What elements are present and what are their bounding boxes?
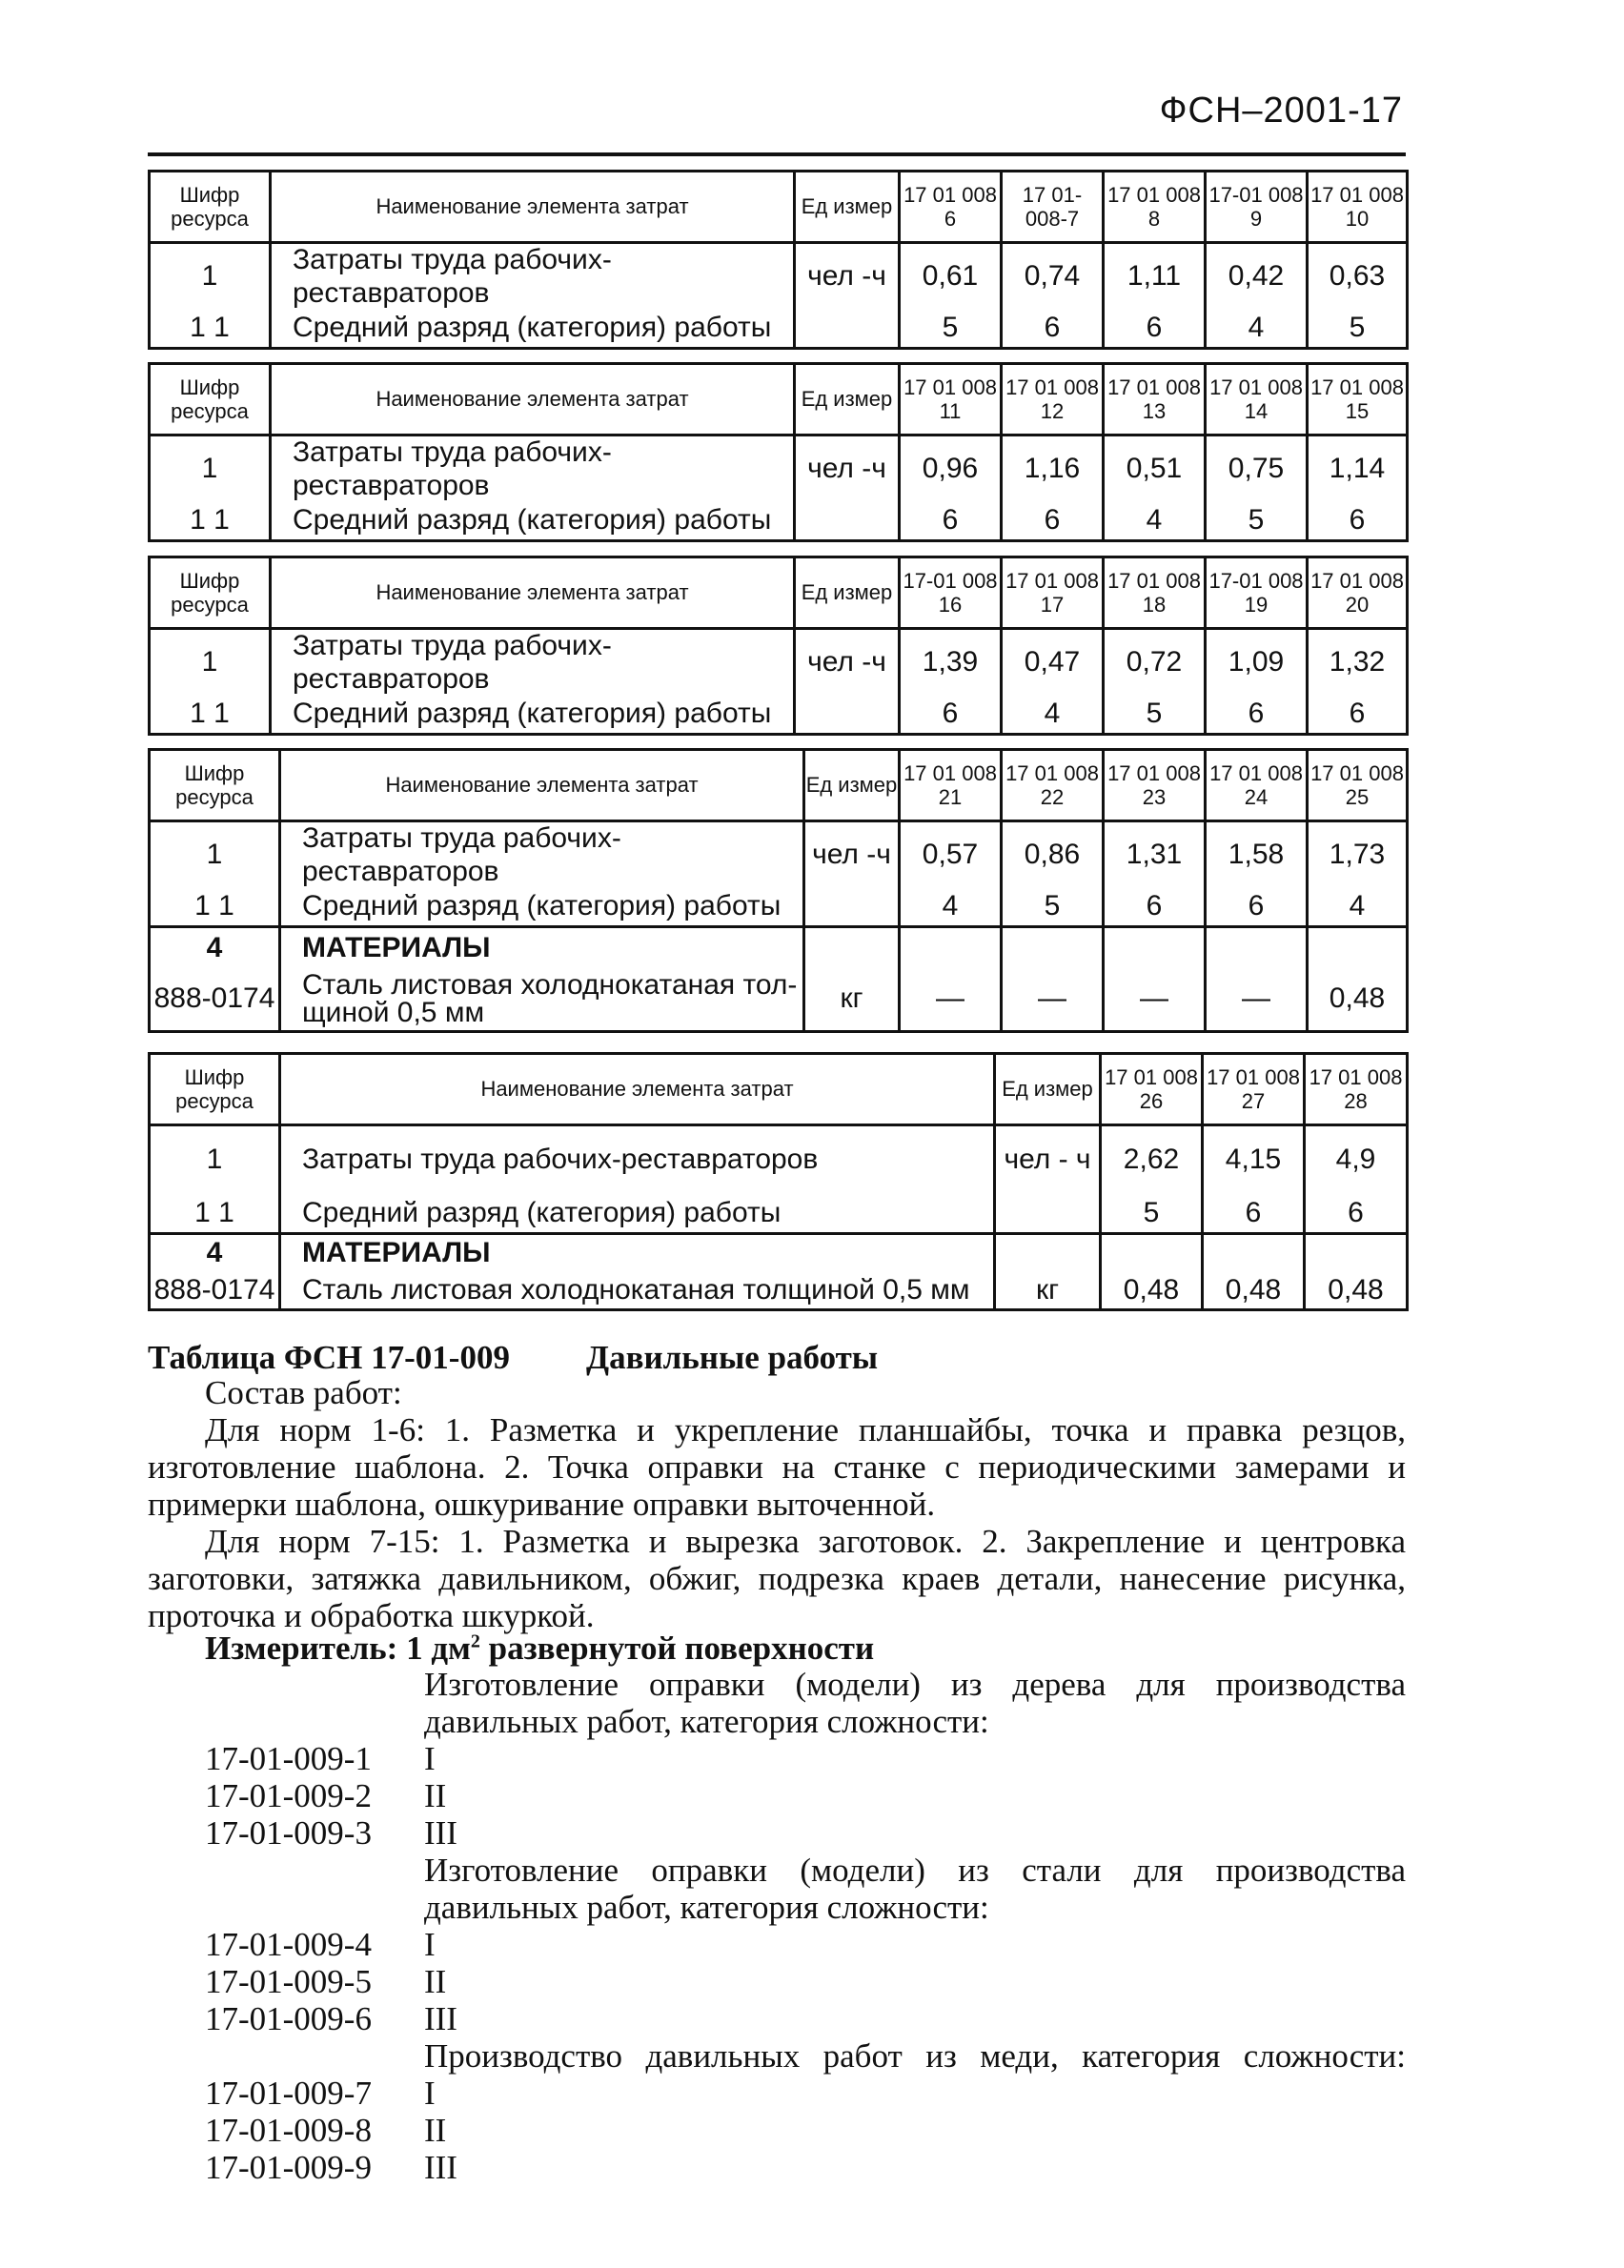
materials-code: 4 bbox=[150, 1234, 280, 1272]
measure-suffix: развернутой поверхности bbox=[479, 1630, 875, 1667]
norm-code: 17-01-009-4 bbox=[205, 1926, 372, 1963]
grade-value: 5 bbox=[1002, 888, 1104, 926]
grade-value: 6 bbox=[1206, 696, 1308, 734]
cost-table-2 bbox=[148, 362, 1409, 542]
column-header: 17 01 008 24 bbox=[1206, 750, 1308, 821]
composition-paragraph-1: Для норм 1-6: 1. Разметка и укрепление планшайбы, точка и правка резцов, изготовление шаблона. 2. Точка оправки на станке с периодическими замерами и примерки шаблона, ошкуривание оправки выточенной. bbox=[148, 1411, 1406, 1523]
header-resource-code: Шифр ресурса bbox=[150, 1054, 280, 1125]
labor-value: 4,9 bbox=[1305, 1125, 1408, 1194]
column-header: 17 01 008 27 bbox=[1203, 1054, 1305, 1125]
labor-value: 1,39 bbox=[900, 629, 1002, 697]
materials-code: 4 bbox=[150, 926, 280, 968]
materials-cell bbox=[1308, 926, 1408, 968]
labor-code: 1 bbox=[150, 243, 271, 311]
grade-value: 6 bbox=[1002, 310, 1104, 348]
steel-value: — bbox=[1206, 968, 1308, 1031]
grade-value: 6 bbox=[1308, 502, 1408, 540]
header-cost-element: Наименование элемента затрат bbox=[271, 172, 795, 243]
norm-category: II bbox=[424, 2112, 447, 2149]
measure-unit bbox=[205, 1630, 874, 1668]
grade-value: 6 bbox=[1305, 1194, 1408, 1234]
labor-value: 2,62 bbox=[1101, 1125, 1203, 1194]
column-header: 17 01 008 25 bbox=[1308, 750, 1408, 821]
labor-value: 1,11 bbox=[1104, 243, 1206, 311]
norm-item bbox=[205, 1814, 457, 1852]
steel-unit: кг bbox=[804, 968, 900, 1031]
steel-name: Сталь листовая холоднокатаная тол-щиной 0,5 мм bbox=[280, 968, 804, 1031]
column-header: 17 01 008 20 bbox=[1308, 557, 1408, 629]
column-header: 17 01 008 15 bbox=[1308, 364, 1408, 435]
header-unit: Ед измер bbox=[804, 750, 900, 821]
materials-cell bbox=[1104, 926, 1206, 968]
cost-table-1 bbox=[148, 170, 1409, 350]
section-title-code: Таблица ФСН 17-01-009 bbox=[148, 1339, 510, 1376]
header-cost-element: Наименование элемента затрат bbox=[280, 750, 804, 821]
norm-code: 17-01-009-3 bbox=[205, 1814, 372, 1852]
grade-value: 6 bbox=[1206, 888, 1308, 926]
grade-name: Средний разряд (категория) работы bbox=[271, 696, 795, 734]
grade-value: 4 bbox=[1002, 696, 1104, 734]
labor-value: 1,09 bbox=[1206, 629, 1308, 697]
cost-table-4 bbox=[148, 748, 1409, 1033]
group-heading-1 bbox=[424, 1666, 1406, 1740]
grade-name: Средний разряд (категория) работы bbox=[280, 888, 804, 926]
grade-value: 6 bbox=[1104, 888, 1206, 926]
column-header: 17 01 008 18 bbox=[1104, 557, 1206, 629]
steel-code: 888-0174 bbox=[150, 968, 280, 1031]
column-header: 17 01 008 8 bbox=[1104, 172, 1206, 243]
grade-unit bbox=[995, 1194, 1101, 1234]
norm-category: III bbox=[424, 2000, 457, 2037]
labor-value: 0,47 bbox=[1002, 629, 1104, 697]
steel-value: 0,48 bbox=[1308, 968, 1408, 1031]
labor-value: 1,58 bbox=[1206, 821, 1308, 889]
norm-category: I bbox=[424, 1740, 436, 1777]
norm-category: II bbox=[424, 1963, 447, 2000]
labor-value: 0,72 bbox=[1104, 629, 1206, 697]
labor-unit: чел -ч bbox=[804, 821, 900, 889]
norm-item bbox=[205, 2000, 457, 2037]
column-header: 17 01 008 11 bbox=[900, 364, 1002, 435]
grade-value: 4 bbox=[1308, 888, 1408, 926]
composition-label: Состав работ: bbox=[205, 1374, 402, 1411]
column-header: 17 01 008 12 bbox=[1002, 364, 1104, 435]
group-heading-2-line-2: давильных работ, категория сложности: bbox=[424, 1889, 989, 1926]
grade-value: 6 bbox=[1002, 502, 1104, 540]
materials-cell bbox=[1203, 1234, 1305, 1272]
grade-unit bbox=[795, 310, 900, 348]
group-heading-1-line-1: Изготовление оправки (модели) из дерева для производства bbox=[424, 1666, 1406, 1703]
norm-item bbox=[205, 1963, 447, 2000]
steel-value: 0,48 bbox=[1203, 1272, 1305, 1310]
column-header: 17 01- 008-7 bbox=[1002, 172, 1104, 243]
grade-code: 1 1 bbox=[150, 310, 271, 348]
group-heading-3 bbox=[424, 2037, 1406, 2075]
cost-table-5 bbox=[148, 1052, 1409, 1311]
steel-value: — bbox=[1104, 968, 1206, 1031]
steel-value: — bbox=[900, 968, 1002, 1031]
grade-name: Средний разряд (категория) работы bbox=[271, 502, 795, 540]
grade-value: 5 bbox=[1101, 1194, 1203, 1234]
norm-code: 17-01-009-9 bbox=[205, 2149, 372, 2186]
header-cost-element: Наименование элемента затрат bbox=[271, 557, 795, 629]
grade-value: 6 bbox=[1203, 1194, 1305, 1234]
materials-cell bbox=[1101, 1234, 1203, 1272]
header-cost-element: Наименование элемента затрат bbox=[271, 364, 795, 435]
labor-value: 0,86 bbox=[1002, 821, 1104, 889]
materials-cell bbox=[1002, 926, 1104, 968]
materials-name: МАТЕРИАЛЫ bbox=[280, 926, 804, 968]
norm-code: 17-01-009-5 bbox=[205, 1963, 372, 2000]
materials-unit bbox=[804, 926, 900, 968]
grade-value: 6 bbox=[900, 502, 1002, 540]
labor-value: 0,75 bbox=[1206, 435, 1308, 503]
column-header: 17 01 008 13 bbox=[1104, 364, 1206, 435]
section-body bbox=[148, 1374, 1406, 1634]
grade-value: 4 bbox=[1104, 502, 1206, 540]
header-unit: Ед измер bbox=[795, 364, 900, 435]
grade-value: 6 bbox=[1308, 696, 1408, 734]
column-header: 17 01 008 6 bbox=[900, 172, 1002, 243]
column-header: 17 01 008 17 bbox=[1002, 557, 1104, 629]
labor-value: 4,15 bbox=[1203, 1125, 1305, 1194]
norm-item bbox=[205, 2149, 457, 2186]
norm-category: I bbox=[424, 2075, 436, 2112]
labor-name: Затраты труда рабочих-реставраторов bbox=[271, 243, 795, 311]
column-header: 17 01 008 22 bbox=[1002, 750, 1104, 821]
steel-value: 0,48 bbox=[1305, 1272, 1408, 1310]
norm-category: II bbox=[424, 1777, 447, 1814]
grade-code: 1 1 bbox=[150, 502, 271, 540]
grade-value: 5 bbox=[900, 310, 1002, 348]
header-resource-code: Шифр ресурса bbox=[150, 172, 271, 243]
labor-code: 1 bbox=[150, 629, 271, 697]
labor-value: 1,32 bbox=[1308, 629, 1408, 697]
grade-code: 1 1 bbox=[150, 888, 280, 926]
grade-unit bbox=[804, 888, 900, 926]
column-header: 17 01 008 23 bbox=[1104, 750, 1206, 821]
labor-name: Затраты труда рабочих-реставраторов bbox=[271, 629, 795, 697]
group-heading-2-line-1: Изготовление оправки (модели) из стали для производства bbox=[424, 1852, 1406, 1889]
grade-name: Средний разряд (категория) работы bbox=[280, 1194, 995, 1234]
grade-value: 4 bbox=[1206, 310, 1308, 348]
labor-name: Затраты труда рабочих-реставраторов bbox=[280, 1125, 995, 1194]
labor-unit: чел -ч bbox=[795, 243, 900, 311]
steel-unit: кг bbox=[995, 1272, 1101, 1310]
norm-code: 17-01-009-2 bbox=[205, 1777, 372, 1814]
labor-code: 1 bbox=[150, 435, 271, 503]
header-resource-code: Шифр ресурса bbox=[150, 750, 280, 821]
labor-unit: чел -ч bbox=[795, 435, 900, 503]
norm-item bbox=[205, 1740, 436, 1777]
labor-code: 1 bbox=[150, 1125, 280, 1194]
column-header: 17-01 008 16 bbox=[900, 557, 1002, 629]
materials-unit bbox=[995, 1234, 1101, 1272]
header-resource-code: Шифр ресурса bbox=[150, 364, 271, 435]
grade-value: 6 bbox=[900, 696, 1002, 734]
grade-name: Средний разряд (категория) работы bbox=[271, 310, 795, 348]
grade-value: 5 bbox=[1206, 502, 1308, 540]
header-rule bbox=[148, 152, 1406, 156]
page-header-code: ФСН–2001-17 bbox=[1159, 91, 1403, 131]
steel-value: 0,48 bbox=[1101, 1272, 1203, 1310]
group-heading-3-line-1: Производство давильных работ из меди, категория сложности: bbox=[424, 2037, 1406, 2075]
norm-item bbox=[205, 2112, 447, 2149]
grade-code: 1 1 bbox=[150, 696, 271, 734]
labor-value: 0,51 bbox=[1104, 435, 1206, 503]
column-header: 17-01 008 19 bbox=[1206, 557, 1308, 629]
column-header: 17-01 008 9 bbox=[1206, 172, 1308, 243]
norm-code: 17-01-009-7 bbox=[205, 2075, 372, 2112]
grade-value: 4 bbox=[900, 888, 1002, 926]
norm-category: III bbox=[424, 2149, 457, 2186]
header-resource-code: Шифр ресурса bbox=[150, 557, 271, 629]
steel-value: — bbox=[1002, 968, 1104, 1031]
grade-value: 5 bbox=[1104, 696, 1206, 734]
header-unit: Ед измер bbox=[995, 1054, 1101, 1125]
labor-value: 1,31 bbox=[1104, 821, 1206, 889]
column-header: 17 01 008 21 bbox=[900, 750, 1002, 821]
steel-code: 888-0174 bbox=[150, 1272, 280, 1310]
labor-name: Затраты труда рабочих-реставраторов bbox=[280, 821, 804, 889]
grade-unit bbox=[795, 502, 900, 540]
labor-code: 1 bbox=[150, 821, 280, 889]
column-header: 17 01 008 10 bbox=[1308, 172, 1408, 243]
norm-code: 17-01-009-6 bbox=[205, 2000, 372, 2037]
labor-value: 0,63 bbox=[1308, 243, 1408, 311]
norm-item bbox=[205, 1926, 436, 1963]
grade-unit bbox=[795, 696, 900, 734]
materials-cell bbox=[900, 926, 1002, 968]
grade-value: 6 bbox=[1104, 310, 1206, 348]
steel-name: Сталь листовая холоднокатаная толщиной 0,5 мм bbox=[280, 1272, 995, 1310]
norm-item bbox=[205, 1777, 447, 1814]
labor-value: 0,57 bbox=[900, 821, 1002, 889]
norm-category: I bbox=[424, 1926, 436, 1963]
labor-name: Затраты труда рабочих-реставраторов bbox=[271, 435, 795, 503]
grade-code: 1 1 bbox=[150, 1194, 280, 1234]
norm-code: 17-01-009-1 bbox=[205, 1740, 372, 1777]
column-header: 17 01 008 14 bbox=[1206, 364, 1308, 435]
labor-value: 1,73 bbox=[1308, 821, 1408, 889]
norm-item bbox=[205, 2075, 436, 2112]
labor-unit: чел - ч bbox=[995, 1125, 1101, 1194]
group-heading-2 bbox=[424, 1852, 1406, 1926]
labor-value: 0,61 bbox=[900, 243, 1002, 311]
materials-cell bbox=[1305, 1234, 1408, 1272]
labor-unit: чел -ч bbox=[795, 629, 900, 697]
measure-sup: 2 bbox=[470, 1630, 480, 1652]
header-unit: Ед измер bbox=[795, 172, 900, 243]
norm-code: 17-01-009-8 bbox=[205, 2112, 372, 2149]
measure-prefix: Измеритель: 1 дм bbox=[205, 1630, 471, 1667]
section-title bbox=[148, 1339, 879, 1377]
labor-value: 1,14 bbox=[1308, 435, 1408, 503]
labor-value: 0,74 bbox=[1002, 243, 1104, 311]
group-heading-1-line-2: давильных работ, категория сложности: bbox=[424, 1703, 989, 1740]
header-cost-element: Наименование элемента затрат bbox=[280, 1054, 995, 1125]
labor-value: 0,96 bbox=[900, 435, 1002, 503]
section-title-name: Давильные работы bbox=[586, 1339, 879, 1376]
header-unit: Ед измер bbox=[795, 557, 900, 629]
labor-value: 1,16 bbox=[1002, 435, 1104, 503]
grade-value: 5 bbox=[1308, 310, 1408, 348]
materials-cell bbox=[1206, 926, 1308, 968]
norm-category: III bbox=[424, 1814, 457, 1852]
labor-value: 0,42 bbox=[1206, 243, 1308, 311]
composition-paragraph-2: Для норм 7-15: 1. Разметка и вырезка заготовок. 2. Закрепление и центровка заготовки, затяжка давильником, обжиг, подрезка краев детали, нанесение рисунка, проточка и обработка шкуркой. bbox=[148, 1523, 1406, 1634]
column-header: 17 01 008 26 bbox=[1101, 1054, 1203, 1125]
cost-table-3 bbox=[148, 556, 1409, 736]
materials-name: МАТЕРИАЛЫ bbox=[280, 1234, 995, 1272]
column-header: 17 01 008 28 bbox=[1305, 1054, 1408, 1125]
